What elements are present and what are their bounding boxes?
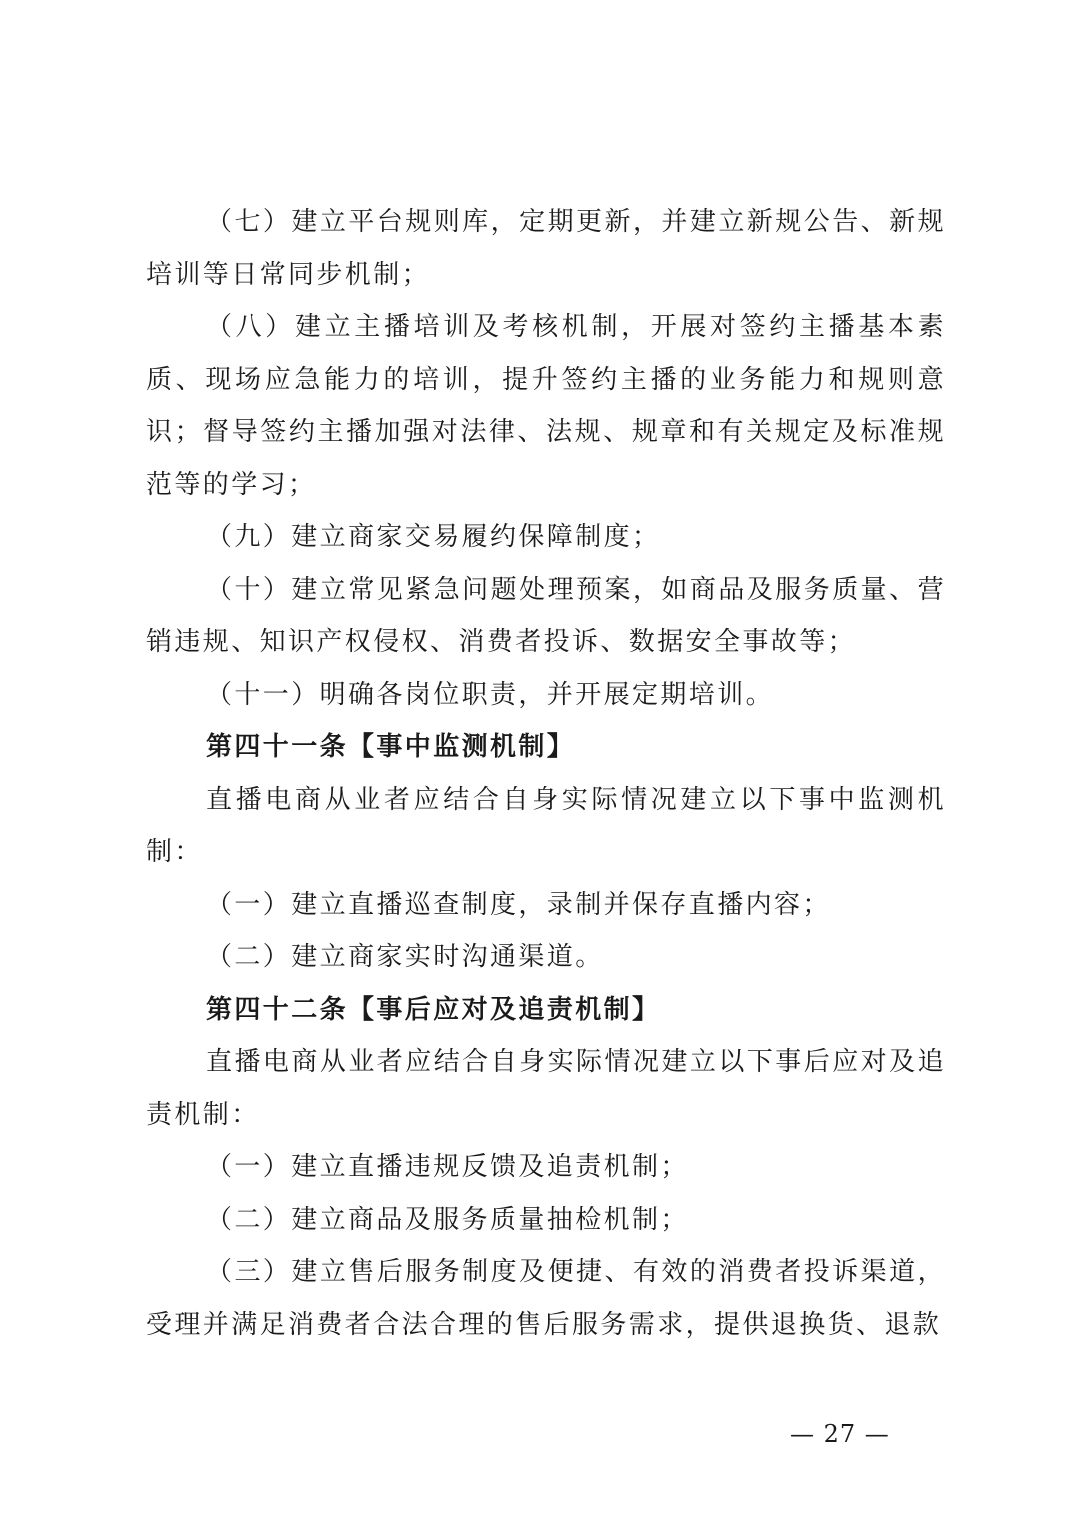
- article-42-item-3: （三）建立售后服务制度及便捷、有效的消费者投诉渠道，受理并满足消费者合法合理的售后服务需求，提供退换货、退款: [146, 1257, 946, 1340]
- article-42-intro: 直播电商从业者应结合自身实际情况建立以下事后应对及追责机制：: [146, 1047, 946, 1130]
- article-41-item-2: （二）建立商家实时沟通渠道。: [206, 942, 604, 972]
- article-41-heading: 第四十一条【事中监测机制】: [206, 732, 576, 762]
- article-42-item-1: （一）建立直播违规反馈及追责机制；: [206, 1152, 689, 1182]
- article-42-item-2: （二）建立商品及服务质量抽检机制；: [206, 1204, 689, 1235]
- paragraph-item-7: （七）建立平台规则库，定期更新，并建立新规公告、新规培训等日常同步机制；: [146, 207, 946, 290]
- paragraph-item-11: （十一）明确各岗位职责，并开展定期培训。: [206, 679, 775, 710]
- paragraph-item-9: （九）建立商家交易履约保障制度；: [206, 522, 661, 552]
- document-body: [146, 196, 946, 1351]
- article-41-item-1: （一）建立直播巡查制度，录制并保存直播内容；: [206, 889, 831, 920]
- article-42-heading: 第四十二条【事后应对及追责机制】: [206, 994, 661, 1025]
- article-41-intro: 直播电商从业者应结合自身实际情况建立以下事中监测机制：: [146, 784, 946, 867]
- page-number: — 27 —: [790, 1420, 890, 1448]
- paragraph-item-8: （八）建立主播培训及考核机制，开展对签约主播基本素质、现场应急能力的培训，提升签约主播的业务能力和规则意识；督导签约主播加强对法律、法规、规章和有关规定及标准规范等的学习；: [146, 312, 946, 500]
- paragraph-item-10: （十）建立常见紧急问题处理预案，如商品及服务质量、营销违规、知识产权侵权、消费者投诉、数据安全事故等；: [146, 574, 946, 657]
